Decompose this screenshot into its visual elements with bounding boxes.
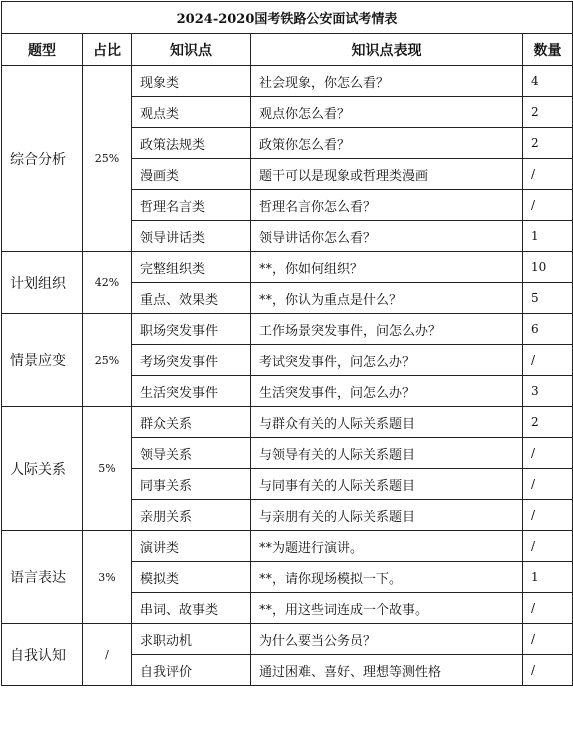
title-row — [2, 2, 573, 34]
point-description-cell: 题干可以是现象或哲理类漫画 — [251, 159, 523, 190]
point-description-cell: 观点你怎么看？ — [251, 97, 523, 128]
count-cell: 1 — [523, 221, 573, 252]
point-description-cell: 考试突发事件，问怎么办？ — [251, 345, 523, 376]
count-cell: / — [523, 655, 573, 686]
knowledge-point-cell: 串词、故事类 — [132, 593, 251, 624]
knowledge-point-cell: 模拟类 — [132, 562, 251, 593]
knowledge-point-cell: 完整组织类 — [132, 252, 251, 283]
knowledge-point-cell: 领导关系 — [132, 438, 251, 469]
knowledge-point-cell: 同事关系 — [132, 469, 251, 500]
count-cell: 3 — [523, 376, 573, 407]
point-description-cell: 与群众有关的人际关系题目 — [251, 407, 523, 438]
point-description-cell: 生活突发事件，问怎么办？ — [251, 376, 523, 407]
point-description-cell: 哲理名言你怎么看？ — [251, 190, 523, 221]
point-description-cell: 工作场景突发事件，问怎么办？ — [251, 314, 523, 345]
question-type-cell: 情景应变 — [2, 314, 83, 407]
table-row — [2, 66, 573, 97]
count-cell: 1 — [523, 562, 573, 593]
table-row — [2, 407, 573, 438]
count-cell: / — [523, 624, 573, 655]
share-cell: 3% — [83, 531, 132, 624]
count-cell: 10 — [523, 252, 573, 283]
share-cell: / — [83, 624, 132, 686]
header-desc: 知识点表现 — [251, 34, 523, 66]
count-cell: 2 — [523, 128, 573, 159]
count-cell: / — [523, 469, 573, 500]
table-row — [2, 314, 573, 345]
count-cell: / — [523, 345, 573, 376]
point-description-cell: 社会现象，你怎么看？ — [251, 66, 523, 97]
knowledge-point-cell: 漫画类 — [132, 159, 251, 190]
share-cell: 42% — [83, 252, 132, 314]
knowledge-point-cell: 领导讲话类 — [132, 221, 251, 252]
header-point: 知识点 — [132, 34, 251, 66]
point-description-cell: **，你认为重点是什么？ — [251, 283, 523, 314]
table-row — [2, 531, 573, 562]
point-description-cell: **，你如何组织？ — [251, 252, 523, 283]
count-cell: 5 — [523, 283, 573, 314]
count-cell: 2 — [523, 97, 573, 128]
exam-stats-table — [1, 1, 573, 686]
point-description-cell: **，请你现场模拟一下。 — [251, 562, 523, 593]
knowledge-point-cell: 重点、效果类 — [132, 283, 251, 314]
share-cell: 25% — [83, 314, 132, 407]
point-description-cell: 通过困难、喜好、理想等测性格 — [251, 655, 523, 686]
question-type-cell: 综合分析 — [2, 66, 83, 252]
header-type: 题型 — [2, 34, 83, 66]
question-type-cell: 语言表达 — [2, 531, 83, 624]
point-description-cell: 政策你怎么看？ — [251, 128, 523, 159]
count-cell: 6 — [523, 314, 573, 345]
knowledge-point-cell: 哲理名言类 — [132, 190, 251, 221]
header-count: 数量 — [523, 34, 573, 66]
table-row — [2, 252, 573, 283]
knowledge-point-cell: 政策法规类 — [132, 128, 251, 159]
header-row — [2, 34, 573, 66]
point-description-cell: **，用这些词连成一个故事。 — [251, 593, 523, 624]
point-description-cell: 与亲朋有关的人际关系题目 — [251, 500, 523, 531]
knowledge-point-cell: 职场突发事件 — [132, 314, 251, 345]
point-description-cell: 与领导有关的人际关系题目 — [251, 438, 523, 469]
knowledge-point-cell: 求职动机 — [132, 624, 251, 655]
knowledge-point-cell: 考场突发事件 — [132, 345, 251, 376]
count-cell: / — [523, 438, 573, 469]
count-cell: / — [523, 500, 573, 531]
table-title: 2024-2020国考铁路公安面试考情表 — [2, 2, 573, 34]
count-cell: 2 — [523, 407, 573, 438]
count-cell: / — [523, 531, 573, 562]
question-type-cell: 人际关系 — [2, 407, 83, 531]
point-description-cell: 与同事有关的人际关系题目 — [251, 469, 523, 500]
point-description-cell: 为什么要当公务员？ — [251, 624, 523, 655]
count-cell: / — [523, 190, 573, 221]
knowledge-point-cell: 自我评价 — [132, 655, 251, 686]
count-cell: / — [523, 593, 573, 624]
share-cell: 5% — [83, 407, 132, 531]
table-row — [2, 624, 573, 655]
knowledge-point-cell: 群众关系 — [132, 407, 251, 438]
question-type-cell: 计划组织 — [2, 252, 83, 314]
knowledge-point-cell: 演讲类 — [132, 531, 251, 562]
knowledge-point-cell: 现象类 — [132, 66, 251, 97]
knowledge-point-cell: 生活突发事件 — [132, 376, 251, 407]
share-cell: 25% — [83, 66, 132, 252]
header-share: 占比 — [83, 34, 132, 66]
count-cell: / — [523, 159, 573, 190]
knowledge-point-cell: 亲朋关系 — [132, 500, 251, 531]
point-description-cell: 领导讲话你怎么看？ — [251, 221, 523, 252]
point-description-cell: **为题进行演讲。 — [251, 531, 523, 562]
count-cell: 4 — [523, 66, 573, 97]
question-type-cell: 自我认知 — [2, 624, 83, 686]
knowledge-point-cell: 观点类 — [132, 97, 251, 128]
